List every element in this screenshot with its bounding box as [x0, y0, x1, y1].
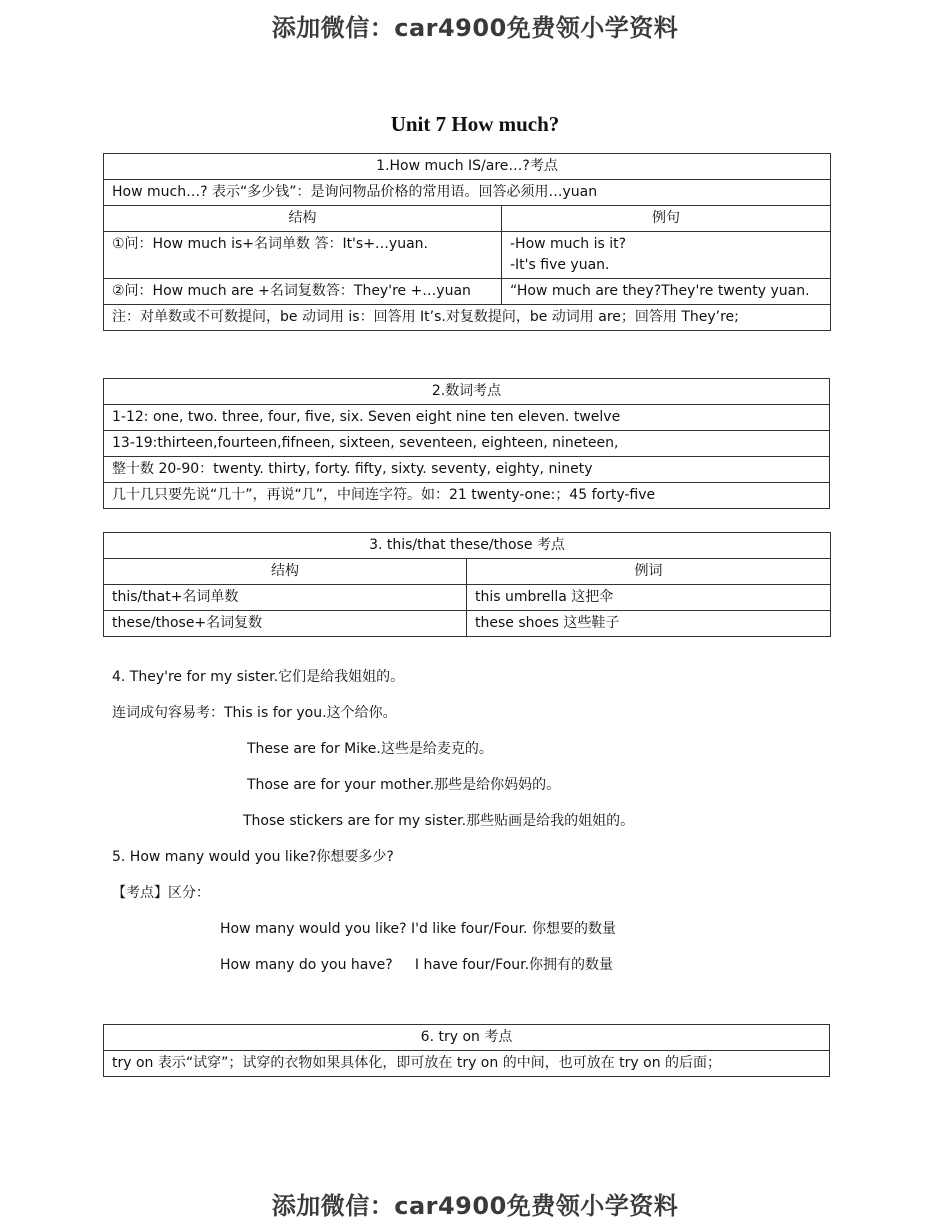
section4-line1: 4. They're for my sister.它们是给我姐姐的。	[112, 669, 405, 685]
section6-table	[103, 1024, 830, 1077]
section1-row1-example-a: -How much is it?	[510, 236, 627, 252]
section1-col-example: 例句	[502, 206, 831, 232]
section3-table	[103, 532, 831, 637]
section1-row1-structure: ①问：How much is+名词单数 答：It's+…yuan.	[104, 232, 502, 279]
watermark-banner-top: 添加微信：car4900免费领小学资料	[271, 14, 679, 42]
section1-table	[103, 153, 831, 331]
section1-row1-example-b: -It's five yuan.	[510, 257, 610, 273]
section1-col-structure: 结构	[104, 206, 502, 232]
section2-row3: 整十数 20-90：twenty. thirty, forty. fifty, sixty. seventy, eighty, ninety	[104, 457, 830, 483]
section5-line2: 【考点】区分：	[112, 885, 210, 901]
section2-row2: 13-19:thirteen,fourteen,fifneen, sixteen, seventeen, eighteen, nineteen,	[104, 431, 830, 457]
section4-line5: Those stickers are for my sister.那些贴画是给我的姐姐的。	[243, 813, 635, 829]
section1-row1-example	[502, 232, 831, 279]
section1-intro: How much…? 表示“多少钱”：是询问物品价格的常用语。回答必须用…yuan	[104, 180, 831, 206]
section3-col-example: 例词	[467, 559, 831, 585]
section1-heading: 1.How much IS/are…?考点	[104, 154, 831, 180]
section5-line4: How many do you have? I have four/Four.你拥有的数量	[220, 957, 614, 973]
section6-heading: 6. try on 考点	[104, 1025, 830, 1051]
section4-line4: Those are for your mother.那些是给你妈妈的。	[247, 777, 561, 793]
page-title: Unit 7 How much?	[390, 112, 560, 136]
section3-heading: 3. this/that these/those 考点	[104, 533, 831, 559]
section3-row2-example: these shoes 这些鞋子	[467, 611, 831, 637]
section3-row2-structure: these/those+名词复数	[104, 611, 467, 637]
section5-line3: How many would you like? I'd like four/Four. 你想要的数量	[220, 921, 616, 937]
section5-line1: 5. How many would you like?你想要多少?	[112, 849, 394, 865]
section4-line3: These are for Mike.这些是给麦克的。	[247, 741, 493, 757]
section2-row4: 几十几只要先说“几十”，再说“几”，中间连字符。如：21 twenty-one:；45 forty-five	[104, 483, 830, 509]
section4-line2: 连词成句容易考：This is for you.这个给你。	[112, 705, 397, 721]
watermark-banner-bottom: 添加微信：car4900免费领小学资料	[271, 1192, 679, 1220]
section1-row2-structure: ②问：How much are +名词复数答：They're +…yuan	[104, 279, 502, 305]
section6-body: try on 表示“试穿”；试穿的衣物如果具体化，即可放在 try on 的中间，也可放在 try on 的后面；	[104, 1051, 830, 1077]
section1-note: 注：对单数或不可数提问，be 动词用 is：回答用 It’s.对复数提问，be 动词用 are；回答用 They’re;	[104, 305, 831, 331]
section2-table	[103, 378, 830, 509]
section1-row2-example: “How much are they?They're twenty yuan.	[502, 279, 831, 305]
section3-row1-structure: this/that+名词单数	[104, 585, 467, 611]
section2-row1: 1-12: one, two. three, four, five, six. Seven eight nine ten eleven. twelve	[104, 405, 830, 431]
section3-row1-example: this umbrella 这把伞	[467, 585, 831, 611]
section2-heading: 2.数词考点	[104, 379, 830, 405]
section3-col-structure: 结构	[104, 559, 467, 585]
